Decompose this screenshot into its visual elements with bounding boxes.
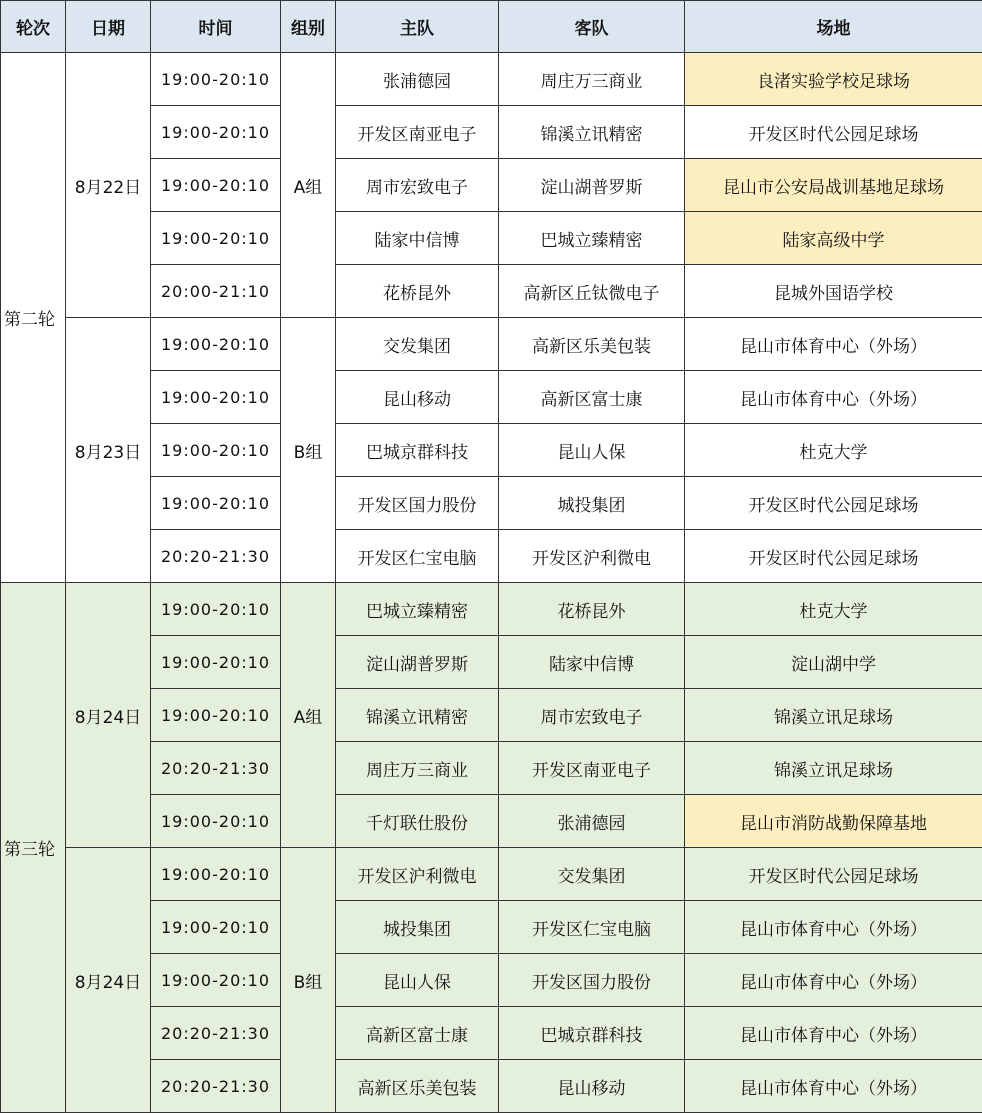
venue-cell: 昆山市体育中心（外场） (685, 371, 982, 424)
away-team-cell: 开发区沪利微电 (499, 530, 685, 583)
round-label: 第三轮 (1, 583, 66, 1113)
time-cell: 19:00-20:10 (151, 636, 281, 689)
home-team-cell: 锦溪立讯精密 (336, 689, 499, 742)
group-cell: A组 (281, 53, 336, 318)
time-cell: 19:00-20:10 (151, 159, 281, 212)
venue-cell: 开发区时代公园足球场 (685, 477, 982, 530)
time-cell: 19:00-20:10 (151, 106, 281, 159)
time-cell: 19:00-20:10 (151, 954, 281, 1007)
away-team-cell: 花桥昆外 (499, 583, 685, 636)
time-cell: 19:00-20:10 (151, 689, 281, 742)
group-cell: B组 (281, 318, 336, 583)
away-team-cell: 巴城京群科技 (499, 1007, 685, 1060)
time-cell: 19:00-20:10 (151, 424, 281, 477)
venue-cell: 昆山市公安局战训基地足球场 (685, 159, 982, 212)
away-team-cell: 开发区国力股份 (499, 954, 685, 1007)
away-team-cell: 高新区乐美包装 (499, 318, 685, 371)
venue-cell: 开发区时代公园足球场 (685, 848, 982, 901)
time-cell: 19:00-20:10 (151, 53, 281, 106)
away-team-cell: 周庄万三商业 (499, 53, 685, 106)
table-row (1, 583, 982, 636)
home-team-cell: 淀山湖普罗斯 (336, 636, 499, 689)
home-team-cell: 周市宏致电子 (336, 159, 499, 212)
home-team-cell: 巴城京群科技 (336, 424, 499, 477)
away-team-cell: 周市宏致电子 (499, 689, 685, 742)
away-team-cell: 张浦德园 (499, 795, 685, 848)
table-row (1, 318, 982, 371)
time-cell: 20:20-21:30 (151, 1007, 281, 1060)
home-team-cell: 陆家中信博 (336, 212, 499, 265)
away-team-cell: 高新区富士康 (499, 371, 685, 424)
time-cell: 20:20-21:30 (151, 530, 281, 583)
venue-cell: 开发区时代公园足球场 (685, 106, 982, 159)
time-cell: 19:00-20:10 (151, 371, 281, 424)
home-team-cell: 开发区国力股份 (336, 477, 499, 530)
home-team-cell: 昆山移动 (336, 371, 499, 424)
venue-cell: 昆山市体育中心（外场） (685, 1007, 982, 1060)
home-team-cell: 城投集团 (336, 901, 499, 954)
header-time: 时间 (151, 1, 281, 53)
header-venue: 场地 (685, 1, 982, 53)
home-team-cell: 花桥昆外 (336, 265, 499, 318)
header-away-team: 客队 (499, 1, 685, 53)
venue-cell: 杜克大学 (685, 424, 982, 477)
home-team-cell: 开发区南亚电子 (336, 106, 499, 159)
away-team-cell: 陆家中信博 (499, 636, 685, 689)
away-team-cell: 城投集团 (499, 477, 685, 530)
home-team-cell: 昆山人保 (336, 954, 499, 1007)
away-team-cell: 昆山移动 (499, 1060, 685, 1113)
home-team-cell: 张浦德园 (336, 53, 499, 106)
table-row (1, 53, 982, 106)
away-team-cell: 锦溪立讯精密 (499, 106, 685, 159)
venue-cell: 昆山市消防战勤保障基地 (685, 795, 982, 848)
home-team-cell: 交发集团 (336, 318, 499, 371)
home-team-cell: 周庄万三商业 (336, 742, 499, 795)
round-2-section (1, 53, 982, 583)
time-cell: 19:00-20:10 (151, 477, 281, 530)
home-team-cell: 千灯联仕股份 (336, 795, 499, 848)
venue-cell: 开发区时代公园足球场 (685, 530, 982, 583)
away-team-cell: 开发区仁宝电脑 (499, 901, 685, 954)
time-cell: 19:00-20:10 (151, 901, 281, 954)
date-cell: 8月24日 (66, 583, 151, 848)
venue-cell: 昆山市体育中心（外场） (685, 901, 982, 954)
header-row (1, 1, 982, 53)
header-date: 日期 (66, 1, 151, 53)
table-row (1, 848, 982, 901)
round-3-section (1, 583, 982, 1113)
group-cell: A组 (281, 583, 336, 848)
venue-cell: 良渚实验学校足球场 (685, 53, 982, 106)
home-team-cell: 开发区仁宝电脑 (336, 530, 499, 583)
venue-cell: 昆山市体育中心（外场） (685, 954, 982, 1007)
time-cell: 19:00-20:10 (151, 795, 281, 848)
header-round: 轮次 (1, 1, 66, 53)
venue-cell: 昆山市体育中心（外场） (685, 318, 982, 371)
time-cell: 20:20-21:30 (151, 742, 281, 795)
away-team-cell: 巴城立臻精密 (499, 212, 685, 265)
time-cell: 19:00-20:10 (151, 583, 281, 636)
time-cell: 19:00-20:10 (151, 848, 281, 901)
away-team-cell: 昆山人保 (499, 424, 685, 477)
date-cell: 8月23日 (66, 318, 151, 583)
away-team-cell: 淀山湖普罗斯 (499, 159, 685, 212)
venue-cell: 锦溪立讯足球场 (685, 742, 982, 795)
venue-cell: 昆城外国语学校 (685, 265, 982, 318)
away-team-cell: 开发区南亚电子 (499, 742, 685, 795)
time-cell: 20:00-21:10 (151, 265, 281, 318)
date-cell: 8月24日 (66, 848, 151, 1113)
time-cell: 20:20-21:30 (151, 1060, 281, 1113)
time-cell: 19:00-20:10 (151, 212, 281, 265)
header-group: 组别 (281, 1, 336, 53)
home-team-cell: 巴城立臻精密 (336, 583, 499, 636)
venue-cell: 杜克大学 (685, 583, 982, 636)
venue-cell: 昆山市体育中心（外场） (685, 1060, 982, 1113)
home-team-cell: 高新区富士康 (336, 1007, 499, 1060)
header-home-team: 主队 (336, 1, 499, 53)
venue-cell: 锦溪立讯足球场 (685, 689, 982, 742)
group-cell: B组 (281, 848, 336, 1113)
away-team-cell: 高新区丘钛微电子 (499, 265, 685, 318)
time-cell: 19:00-20:10 (151, 318, 281, 371)
venue-cell: 淀山湖中学 (685, 636, 982, 689)
date-cell: 8月22日 (66, 53, 151, 318)
home-team-cell: 开发区沪利微电 (336, 848, 499, 901)
away-team-cell: 交发集团 (499, 848, 685, 901)
venue-cell: 陆家高级中学 (685, 212, 982, 265)
home-team-cell: 高新区乐美包装 (336, 1060, 499, 1113)
round-label: 第二轮 (1, 53, 66, 583)
